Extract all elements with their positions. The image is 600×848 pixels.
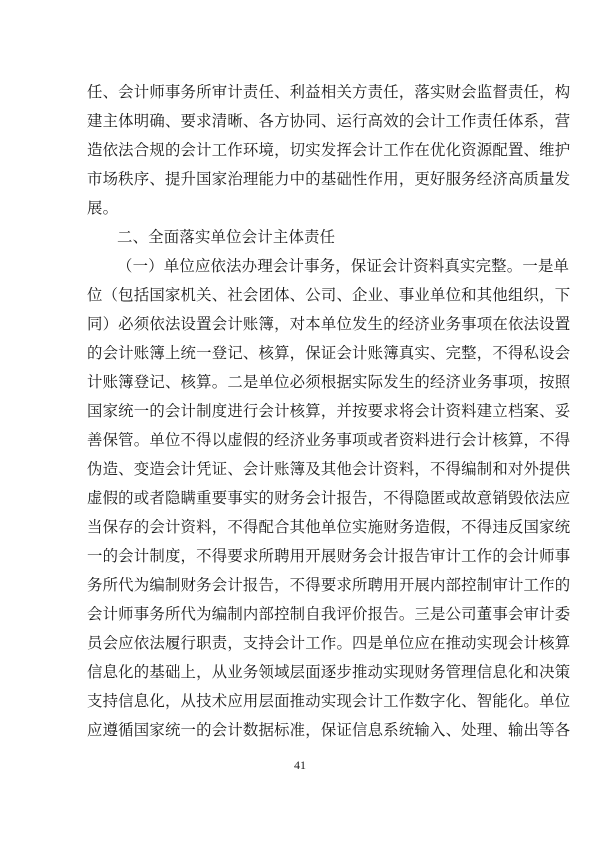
text-line: 应遵循国家统一的会计数据标准，保证信息系统输入、处理、输出等各 [87,721,571,739]
text-line: 一的会计制度，不得要求所聘用开展财务会计报告审计工作的会计师事 [87,547,571,565]
text-line: 务所代为编制财务会计报告，不得要求所聘用开展内部控制审计工作的 [87,576,571,594]
text-line: 同）必须依法设置会计账簿，对本单位发生的经济业务事项在依法设置 [87,315,571,333]
text-line: 建主体明确、要求清晰、各方协同、运行高效的会计工作责任体系，营 [87,112,571,130]
text-line: （一）单位应依法办理会计事务，保证会计资料真实完整。一是单 [117,257,570,275]
page-number: 41 [294,758,306,772]
text-line: 支持信息化，从技术应用层面推动实现会计工作数字化、智能化。单位 [87,692,571,710]
section-heading: 二、全面落实单位会计主体责任 [117,228,336,246]
text-line: 任、会计师事务所审计责任、利益相关方责任，落实财会监督责任，构 [87,83,571,101]
text-line: 伪造、变造会计凭证、会计账簿及其他会计资料，不得编制和对外提供 [87,460,571,478]
text-line: 国家统一的会计制度进行会计核算，并按要求将会计资料建立档案、妥 [87,402,571,420]
text-line: 善保管。单位不得以虚假的经济业务事项或者资料进行会计核算，不得 [87,431,571,449]
text-line: 虚假的或者隐瞒重要事实的财务会计报告，不得隐匿或故意销毁依法应 [87,489,571,507]
text-line: 员会应依法履行职责，支持会计工作。四是单位应在推动实现会计核算 [87,634,571,652]
text-line: 位（包括国家机关、社会团体、公司、企业、事业单位和其他组织，下 [87,286,571,304]
text-line: 展。 [87,199,119,217]
text-line: 计账簿登记、核算。二是单位必须根据实际发生的经济业务事项，按照 [87,373,571,391]
text-line: 信息化的基础上，从业务领域层面逐步推动实现财务管理信息化和决策 [87,663,571,681]
text-line: 的会计账簿上统一登记、核算，保证会计账簿真实、完整，不得私设会 [87,344,571,362]
text-line: 造依法合规的会计工作环境，切实发挥会计工作在优化资源配置、维护 [87,141,571,159]
text-line: 当保存的会计资料，不得配合其他单位实施财务造假，不得违反国家统 [87,518,571,536]
text-line: 市场秩序、提升国家治理能力中的基础性作用，更好服务经济高质量发 [87,170,571,188]
text-line: 会计师事务所代为编制内部控制自我评价报告。三是公司董事会审计委 [87,605,571,623]
